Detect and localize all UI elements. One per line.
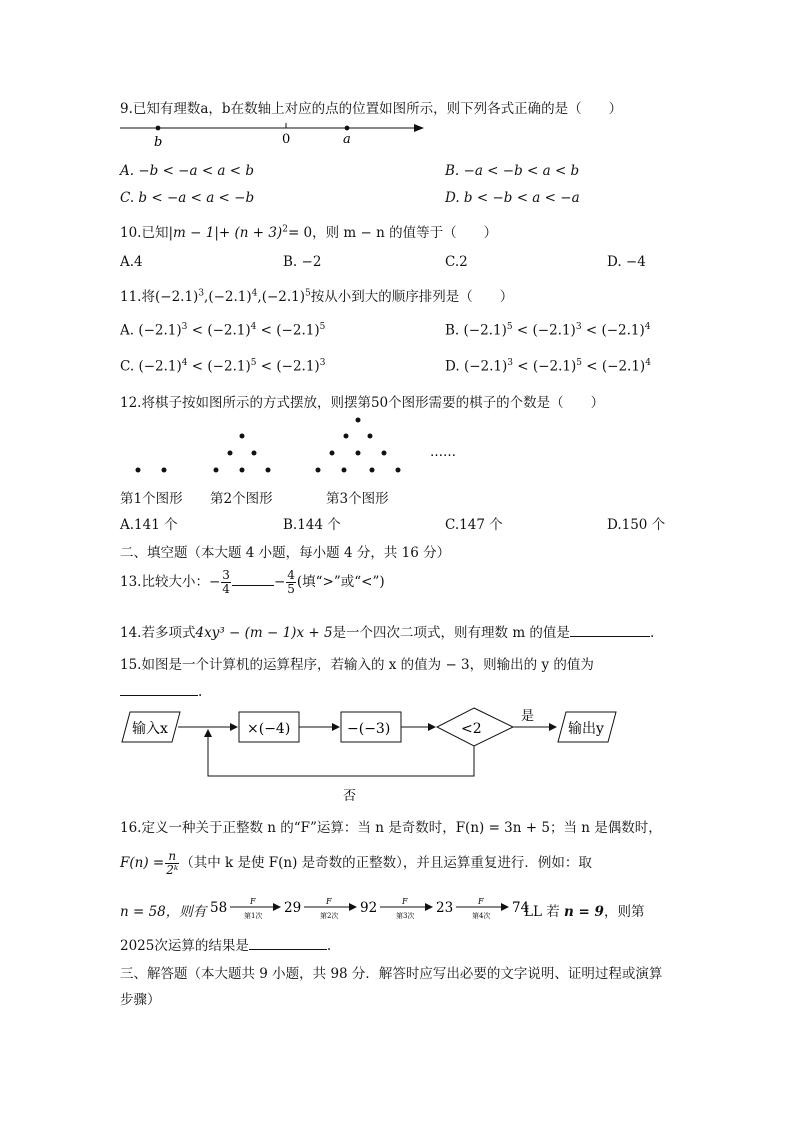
figure-label-3: 第3个图形 — [326, 491, 389, 507]
q11-option-c[interactable]: C. $(-2.1)^4 < (-2.1)^5 < (-2.1)^3$ — [120, 358, 326, 375]
q16-line-3: n = 58，则有 — [120, 904, 207, 920]
piece — [342, 468, 347, 473]
q10-option-d[interactable]: D. −4 — [607, 254, 646, 270]
q10-abs-expr: |m − 1| — [168, 225, 219, 241]
q16-line-3-tail: LL 若 n = 9，则第 — [524, 904, 645, 920]
piece — [368, 434, 373, 439]
point-a — [345, 126, 350, 131]
piece — [240, 468, 245, 473]
yes-label: 是 — [521, 709, 535, 724]
q9-stem: 9.已知有理数a，b在数轴上对应的点的位置如图所示，则下列各式正确的是（ ） — [120, 101, 623, 117]
q14-stem: 14.若多项式4xy³ − (m − 1)x + 5是一个四次二项式，则有理数 m 的值是 . — [120, 621, 654, 641]
section-3-heading-line-1: 三、解答题（本大题共 9 小题，共 98 分．解答时应写出必要的文字说明、证明过程或演算 — [120, 966, 663, 982]
q11-option-d[interactable]: D. $(-2.1)^3 < (-2.1)^5 < (-2.1)^4$ — [445, 358, 651, 375]
label-zero: 0 — [282, 132, 291, 147]
piece — [266, 468, 271, 473]
arrow-top-label: F — [402, 897, 408, 906]
q10-option-a[interactable]: A.4 — [120, 254, 143, 270]
q12-option-d[interactable]: D.150 个 — [607, 517, 666, 533]
q14-answer-blank[interactable] — [570, 622, 650, 637]
piece — [356, 451, 361, 456]
piece — [252, 451, 257, 456]
point-b — [156, 126, 161, 131]
piece — [382, 451, 387, 456]
piece — [162, 468, 167, 473]
arrow-bottom-label: 第3次 — [396, 912, 415, 920]
ellipsis: …… — [430, 445, 456, 460]
chain-value: 29 — [284, 900, 302, 916]
q13-stem: 13.比较大小：− $\frac{3}{4}$ − $\frac{4}{5}$ (填“>”或“<”) — [120, 568, 385, 596]
piece — [356, 418, 361, 423]
q9-option-c[interactable]: C. b < −a < a < −b — [120, 190, 255, 206]
arrow-bottom-label: 第4次 — [472, 912, 491, 920]
q9-option-a[interactable]: A. −b < −a < a < b — [120, 163, 255, 179]
q16-line-2: F(n) = $\frac{n}{\text{2ᵏ}}$ （其中 k 是使 F(n) 是奇数的正整数），并且运算重复进行．例如：取 — [120, 849, 592, 877]
chain-value: 23 — [436, 900, 454, 916]
label-b: b — [154, 135, 163, 150]
section-3-heading-line-2: 步骤） — [120, 992, 161, 1008]
figure-label-2: 第2个图形 — [210, 491, 273, 507]
piece — [396, 468, 401, 473]
piece — [228, 451, 233, 456]
q13-answer-blank[interactable] — [232, 571, 274, 586]
q12-option-c[interactable]: C.147 个 — [445, 517, 503, 533]
arrow-bottom-label: 第2次 — [320, 912, 339, 920]
flowchart-figure — [118, 704, 624, 806]
piece — [240, 434, 245, 439]
q12-option-a[interactable]: A.141 个 — [120, 517, 178, 533]
arrow-top-label: F — [326, 897, 332, 906]
arrow-top-label: F — [478, 897, 484, 906]
chess-pieces-figure — [118, 412, 478, 484]
label-a: a — [343, 132, 351, 147]
q16-condition: n = 9 — [564, 904, 604, 920]
q15-answer-blank[interactable] — [120, 681, 198, 696]
input-label: 输入x — [132, 721, 168, 737]
q10-option-b[interactable]: B. −2 — [283, 254, 322, 270]
q11-option-b[interactable]: B. $(-2.1)^5 < (-2.1)^3 < (-2.1)^4$ — [445, 322, 651, 339]
q15-stem: 15.如图是一个计算机的运算程序，若输入的 x 的值为 − 3，则输出的 y 的值为 — [120, 657, 594, 673]
q10-stem: 10.已知$|m - 1|+ (n + 3)^2= 0$，则 m − n 的值等于（ ） — [120, 224, 498, 241]
piece — [316, 468, 321, 473]
operation-chain — [210, 894, 558, 922]
q12-option-b[interactable]: B.144 个 — [283, 517, 341, 533]
section-2-heading: 二、填空题（本大题 4 小题，每小题 4 分，共 16 分） — [120, 545, 451, 561]
q15-answer-line: . — [120, 681, 202, 700]
chain-value: 92 — [360, 900, 378, 916]
no-label: 否 — [343, 789, 357, 804]
step-subtract-label: −(−3) — [347, 721, 391, 737]
q16-line-1: 16.定义一种关于正整数 n 的“F”运算：当 n 是奇数时，F(n) = 3n + 5；当 n 是偶数时， — [120, 820, 662, 836]
output-label: 输出y — [568, 721, 604, 737]
piece — [136, 468, 141, 473]
arrow-head-icon — [414, 124, 424, 132]
piece — [214, 468, 219, 473]
number-line-figure — [118, 118, 428, 150]
q16-answer-blank[interactable] — [249, 935, 327, 950]
fraction-4-5: $\frac{4}{5}$ — [287, 568, 295, 596]
q11-option-a[interactable]: A. $(-2.1)^3 < (-2.1)^4 < (-2.1)^5$ — [120, 322, 326, 339]
q9-option-b[interactable]: B. −a < −b < a < b — [445, 163, 580, 179]
q10-option-c[interactable]: C.2 — [445, 254, 468, 270]
q16-line-4: 2025次运算的结果是 . — [120, 934, 331, 954]
piece — [330, 451, 335, 456]
arrow-top-label: F — [250, 897, 256, 906]
q12-stem: 12.将棋子按如图所示的方式摆放，则摆第50个图形需要的棋子的个数是（ ） — [120, 395, 605, 411]
chain-value: 58 — [210, 900, 228, 916]
arrow-bottom-label: 第1次 — [244, 912, 263, 920]
step-multiply-label: ×(−4) — [247, 721, 291, 737]
q9-option-d[interactable]: D. b < −b < a < −a — [445, 190, 580, 206]
condition-label: <2 — [461, 721, 482, 737]
piece — [370, 468, 375, 473]
fraction-3-4: $\frac{3}{4}$ — [222, 568, 230, 596]
chain-value: 74 — [512, 900, 530, 916]
q14-polynomial: 4xy³ − (m − 1)x + 5 — [195, 625, 333, 641]
fraction-n-over-2k: $\frac{n}{\text{2ᵏ}}$ — [166, 849, 179, 877]
figure-label-1: 第1个图形 — [120, 491, 183, 507]
piece — [344, 434, 349, 439]
q11-stem: 11.将$(-2.1)^3,(-2.1)^4,(-2.1)^5$按从小到大的顺序排列是（ ） — [120, 288, 514, 305]
